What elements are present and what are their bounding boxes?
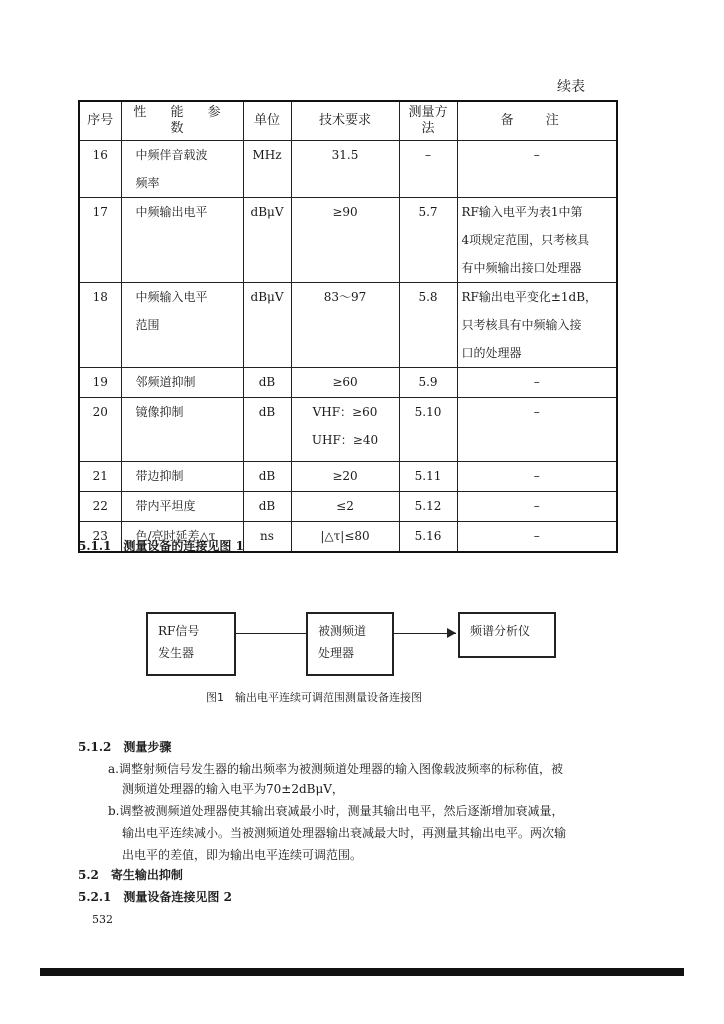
table-row [79, 462, 617, 492]
cell-note-line: 有中频输出接口处理器 [461, 261, 582, 275]
cell-param-line: 中频伴音载波 [135, 148, 208, 162]
cell-param-line: 中频输出电平 [135, 205, 208, 219]
cell-param-line: 邻频道抑制 [135, 375, 196, 389]
cell-param-line: 镜像抑制 [135, 405, 184, 419]
cell-requirement [291, 398, 399, 462]
cell-note-line: 口的处理器 [461, 346, 522, 360]
cell-note-line: RF输出电平变化±1dB， [461, 290, 598, 304]
cell-note [457, 492, 617, 522]
step-a-line-2: 测频道处理器的输入电平为70±2dBμV， [122, 782, 344, 796]
cell-param [121, 368, 243, 398]
cell-method: 5.16 [399, 522, 457, 552]
cell-method: 5.11 [399, 462, 457, 492]
cell-note [457, 368, 617, 398]
cell-param [121, 462, 243, 492]
cell-unit: dB [243, 462, 291, 492]
continued-label: 续表 [557, 79, 585, 95]
table-row [79, 141, 617, 198]
cell-param [121, 141, 243, 198]
cell-no: 22 [79, 492, 121, 522]
cell-note-line: – [533, 148, 540, 162]
cell-method: 5.9 [399, 368, 457, 398]
cell-unit: dBμV [243, 198, 291, 283]
processor-box [306, 612, 394, 676]
cell-requirement-line: 83～97 [323, 290, 367, 304]
cell-unit: ns [243, 522, 291, 552]
cell-requirement-line: UHF：≥40 [311, 433, 379, 447]
cell-unit: dBμV [243, 283, 291, 368]
cell-requirement [291, 522, 399, 552]
cell-note [457, 198, 617, 283]
spec-table [78, 100, 618, 553]
cell-unit: dB [243, 368, 291, 398]
header-note: 备 注 [457, 101, 617, 141]
rf-generator-label-2: 发生器 [158, 646, 195, 660]
section-5-2-1: 5.2.1 测量设备连接见图 2 [78, 890, 232, 904]
cell-method: 5.10 [399, 398, 457, 462]
header-unit: 单位 [243, 101, 291, 141]
cell-requirement [291, 462, 399, 492]
page-number: 532 [92, 913, 113, 926]
cell-unit: dB [243, 398, 291, 462]
arrow-right-icon [447, 628, 456, 638]
cell-requirement-line: ≥90 [332, 205, 358, 219]
cell-note-line: – [533, 405, 540, 419]
step-b-line-3: 出电平的差值，即为输出电平连续可调范围。 [122, 848, 363, 862]
cell-note-line: RF输入电平为表1中第 [461, 205, 583, 219]
cell-no: 16 [79, 141, 121, 198]
spectrum-analyzer-box [458, 612, 556, 658]
cell-note-line: – [533, 499, 540, 513]
bottom-rule [40, 968, 684, 976]
cell-requirement [291, 492, 399, 522]
cell-no: 21 [79, 462, 121, 492]
cell-note [457, 522, 617, 552]
cell-method: 5.8 [399, 283, 457, 368]
cell-method: 5.7 [399, 198, 457, 283]
table-row [79, 283, 617, 368]
cell-unit: MHz [243, 141, 291, 198]
cell-requirement [291, 283, 399, 368]
cell-requirement-line: VHF：≥60 [312, 405, 378, 419]
spectrum-analyzer-label: 频谱分析仪 [470, 624, 531, 638]
cell-param [121, 283, 243, 368]
cell-note [457, 398, 617, 462]
cell-param-line: 中频输入电平 [135, 290, 208, 304]
processor-label-1: 被测频道 [318, 624, 367, 638]
cell-method: 5.12 [399, 492, 457, 522]
step-b-line-1: b.调整被测频道处理器使其输出衰减最小时，测量其输出电平，然后逐渐增加衰减量， [108, 804, 564, 818]
cell-requirement [291, 368, 399, 398]
header-no: 序号 [79, 101, 121, 141]
cell-note-line: – [533, 375, 540, 389]
cell-note-line: – [533, 529, 540, 543]
step-a-line-1: a.调整射频信号发生器的输出频率为被测频道处理器的输入图像载波频率的标称值，被 [108, 762, 563, 776]
cell-param [121, 492, 243, 522]
cell-param-line: 范围 [135, 318, 160, 332]
connector-line-1 [236, 633, 306, 634]
cell-requirement [291, 141, 399, 198]
rf-generator-label-1: RF信号 [158, 624, 200, 638]
cell-param-line: 色/亮时延差△τ [135, 529, 216, 543]
cell-requirement-line: |△τ|≤80 [320, 529, 370, 543]
table-row [79, 398, 617, 462]
table-row [79, 198, 617, 283]
cell-param [121, 398, 243, 462]
cell-note-line: – [533, 469, 540, 483]
cell-requirement [291, 198, 399, 283]
section-5-1-1: 5.1.1 测量设备的连接见图 1 [78, 539, 244, 553]
cell-no: 18 [79, 283, 121, 368]
section-5-2: 5.2 寄生输出抑制 [78, 868, 183, 882]
cell-param [121, 198, 243, 283]
header-method: 测量方法 [399, 101, 457, 141]
cell-no: 19 [79, 368, 121, 398]
table-row [79, 368, 617, 398]
cell-note [457, 462, 617, 492]
cell-param-line: 带内平坦度 [135, 499, 196, 513]
section-5-1-2: 5.1.2 测量步骤 [78, 740, 172, 754]
cell-requirement-line: ≤2 [336, 499, 354, 513]
cell-no: 20 [79, 398, 121, 462]
cell-note-line: 4项规定范围，只考核具 [461, 233, 590, 247]
cell-param-line: 频率 [135, 176, 160, 190]
cell-note [457, 283, 617, 368]
cell-no: 17 [79, 198, 121, 283]
cell-requirement-line: ≥60 [332, 375, 358, 389]
header-requirement: 技术要求 [291, 101, 399, 141]
cell-method: – [399, 141, 457, 198]
cell-no: 23 [79, 522, 121, 552]
table-row [79, 492, 617, 522]
rf-generator-box [146, 612, 236, 676]
header-param: 性 能 参 数 [121, 101, 243, 141]
cell-note-line: 只考核具有中频输入接 [461, 318, 582, 332]
table-header-row [79, 101, 617, 141]
cell-param-line: 带边抑制 [135, 469, 184, 483]
processor-label-2: 处理器 [318, 646, 355, 660]
cell-requirement-line: ≥20 [332, 469, 358, 483]
cell-note [457, 141, 617, 198]
figure-caption: 图1 输出电平连续可调范围测量设备连接图 [206, 691, 422, 704]
step-b-line-2: 输出电平连续减小。当被测频道处理器输出衰减最大时，再测量其输出电平。两次输 [122, 826, 567, 840]
cell-unit: dB [243, 492, 291, 522]
cell-requirement-line: 31.5 [331, 148, 359, 162]
